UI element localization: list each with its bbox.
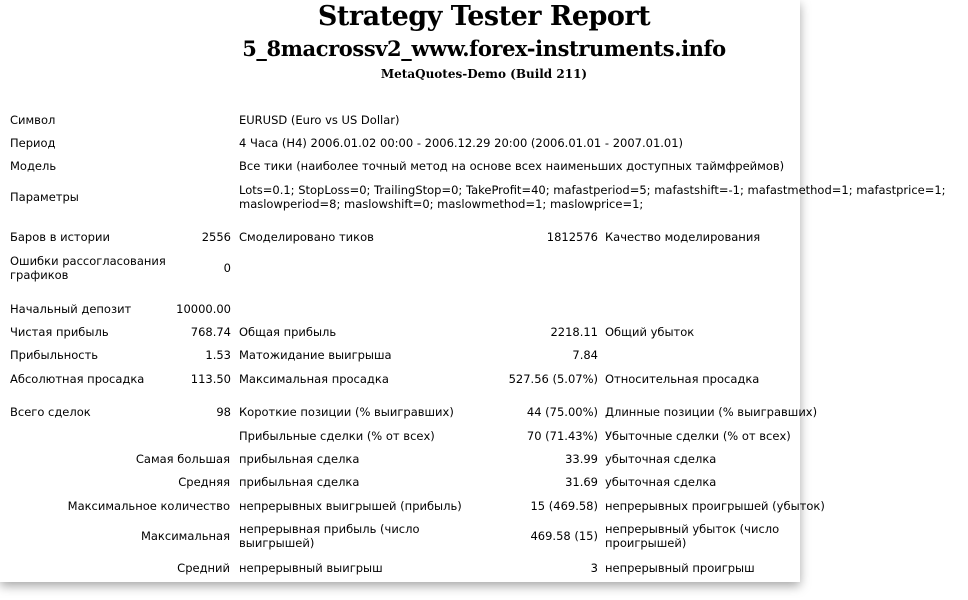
long-positions-label: Длинные позиции (% выигравших) <box>605 404 818 419</box>
row-average <box>0 472 800 491</box>
largest-loss-label: убыточная сделка <box>605 451 717 466</box>
row-symbol <box>0 110 800 129</box>
maximal-profit-label: непрерывная прибыль (число выигрышей) <box>239 522 420 550</box>
server-build: MetaQuotes-Demo (Build 211) <box>380 67 588 81</box>
ticks-label: Смоделировано тиков <box>239 229 374 244</box>
loss-trades-label: Убыточные сделки (% от всех) <box>605 428 791 443</box>
row-total-trades <box>0 402 818 421</box>
errors-value: 0 <box>223 261 231 275</box>
params-line-2: maslowperiod=8; maslowshift=0; maslowmethod=1; maslowprice=1; <box>239 197 644 211</box>
row-net-profit <box>0 322 800 341</box>
row-model <box>0 156 800 175</box>
model-value: Все тики (наиболее точный метод на основе всех наименьших доступных таймфреймов) <box>239 158 785 173</box>
params-line-1: Lots=0.1; StopLoss=0; TrailingStop=0; TakeProfit=40; mafastperiod=5; mafastshift=-1; mafastmethod=1; mafastprice=1; <box>239 183 946 197</box>
profit-factor-value: 1.53 <box>205 347 231 362</box>
symbol-value: EURUSD (Euro vs US Dollar) <box>239 112 400 127</box>
row-profit-trades <box>0 426 800 445</box>
period-label: Период <box>10 135 56 150</box>
abs-drawdown-value: 113.50 <box>190 371 231 386</box>
gross-profit-value: 2218.11 <box>550 324 598 339</box>
gross-loss-label: Общий убыток <box>605 324 695 339</box>
max-count-wins-value: 15 (469.58) <box>530 498 598 513</box>
total-trades-value: 98 <box>216 404 231 419</box>
row-maximal <box>0 520 800 552</box>
bars-value: 2556 <box>201 229 231 244</box>
row-profit-factor <box>0 345 800 364</box>
average-label: Средняя <box>178 474 230 489</box>
row-params <box>0 181 946 213</box>
deposit-value: 10000.00 <box>176 301 231 316</box>
row-largest <box>0 449 800 468</box>
profit-trades-label: Прибыльные сделки (% от всех) <box>239 428 435 443</box>
deposit-label: Начальный депозит <box>10 301 132 316</box>
net-profit-value: 768.74 <box>190 324 231 339</box>
profit-trades-value: 70 (71.43%) <box>526 428 598 443</box>
total-trades-label: Всего сделок <box>10 404 91 419</box>
average-profit-label: прибыльная сделка <box>239 474 360 489</box>
row-errors <box>0 252 800 284</box>
maximal-label: Максимальная <box>140 529 230 543</box>
symbol-label: Символ <box>10 112 56 127</box>
max-count-label: Максимальное количество <box>67 498 230 513</box>
max-drawdown-label: Максимальная просадка <box>239 371 389 386</box>
largest-profit-label: прибыльная сделка <box>239 451 360 466</box>
row-period <box>0 133 800 152</box>
params-label: Параметры <box>10 190 79 204</box>
rel-drawdown-label: Относительная просадка <box>605 371 760 386</box>
row-max-count <box>0 496 825 515</box>
maximal-loss-label: непрерывный убыток (число проигрышей) <box>605 522 780 550</box>
model-label: Модель <box>10 158 57 173</box>
abs-drawdown-label: Абсолютная просадка <box>10 371 145 386</box>
row-avg-consecutive <box>0 558 800 577</box>
expert-name: 5_8macrossv2_www.forex-instruments.info <box>242 36 726 61</box>
profit-factor-label: Прибыльность <box>10 347 99 362</box>
largest-label: Самая большая <box>135 451 230 466</box>
expected-payoff-value: 7.84 <box>572 347 598 362</box>
expected-payoff-label: Матожидание выигрыша <box>239 347 392 362</box>
short-positions-value: 44 (75.00%) <box>526 404 598 419</box>
max-count-losses-label: непрерывных проигрышей (убыток) <box>605 498 825 513</box>
average-profit-value: 31.69 <box>565 474 598 489</box>
max-drawdown-value: 527.56 (5.07%) <box>508 371 598 386</box>
quality-label: Качество моделирования <box>605 229 761 244</box>
ticks-value: 1812576 <box>546 229 598 244</box>
max-count-wins-label: непрерывных выигрышей (прибыль) <box>239 498 462 513</box>
largest-profit-value: 33.99 <box>565 451 598 466</box>
params-value <box>239 181 946 213</box>
maximal-profit-value: 469.58 (15) <box>530 529 598 543</box>
row-drawdown <box>0 369 800 388</box>
avg-consecutive-label: Средний <box>177 560 230 575</box>
report-title: Strategy Tester Report <box>317 1 651 32</box>
short-positions-label: Короткие позиции (% выигравших) <box>239 404 454 419</box>
avg-consecutive-wins-value: 3 <box>590 560 598 575</box>
gross-profit-label: Общая прибыль <box>239 324 337 339</box>
average-loss-label: убыточная сделка <box>605 474 717 489</box>
row-bars <box>0 227 800 246</box>
bars-label: Баров в истории <box>10 229 110 244</box>
errors-label: Ошибки рассогласования графиков <box>10 254 166 282</box>
row-deposit <box>0 299 800 318</box>
net-profit-label: Чистая прибыль <box>10 324 109 339</box>
avg-consecutive-losses-label: непрерывный проигрыш <box>605 560 755 575</box>
avg-consecutive-wins-label: непрерывный выигрыш <box>239 560 383 575</box>
period-value: 4 Часа (H4) 2006.01.02 00:00 - 2006.12.29 20:00 (2006.01.01 - 2007.01.01) <box>239 135 684 150</box>
